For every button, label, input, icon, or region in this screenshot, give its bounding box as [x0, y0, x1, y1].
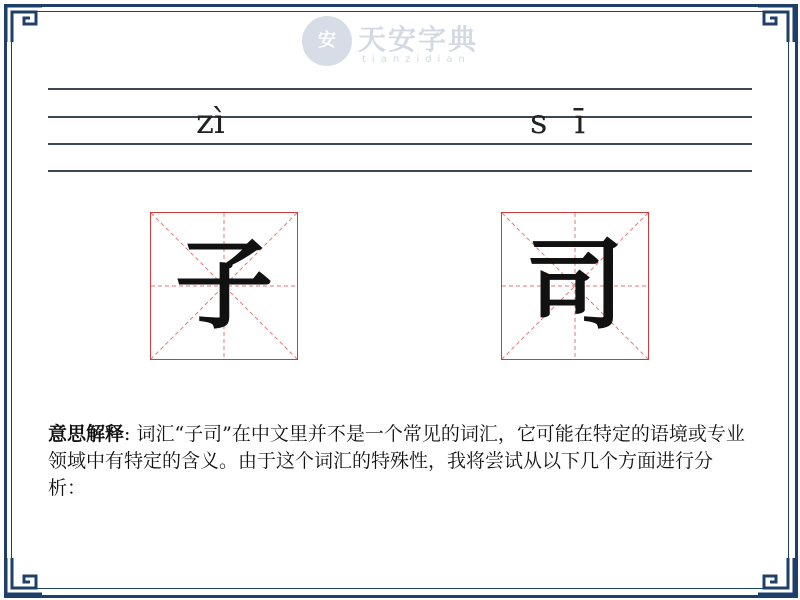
- character-second: 司: [525, 229, 624, 343]
- meaning-paragraph: [48, 421, 748, 502]
- character-first: 子: [174, 229, 273, 343]
- corner-ornament-icon: [4, 556, 44, 596]
- corner-ornament-icon: [756, 4, 796, 44]
- meaning-text: 词汇“子司”在中文里并不是一个常见的词汇，它可能在特定的语境或专业领域中有特定的含义。由于这个词汇的特殊性，我将尝试从以下几个方面进行分析：: [48, 423, 745, 499]
- pinyin-line: [48, 88, 752, 90]
- logo-title: 天安字典: [358, 23, 479, 56]
- corner-ornament-icon: [756, 556, 796, 596]
- inner-frame: [11, 11, 789, 589]
- logo-subtitle: tianzidian: [362, 54, 471, 65]
- pinyin-first: zì: [196, 102, 225, 142]
- seal-text: 安: [318, 30, 336, 51]
- pinyin-line: [48, 116, 752, 118]
- watermark-logo: [302, 14, 502, 70]
- meaning-separator: :: [124, 423, 131, 445]
- character-grid-first: [150, 212, 298, 360]
- corner-ornament-icon: [4, 4, 44, 44]
- meaning-label: 意思解释: [48, 423, 125, 445]
- pinyin-line: [48, 170, 752, 172]
- pinyin-second: s ī: [530, 102, 594, 142]
- character-grid-second: [501, 212, 649, 360]
- pinyin-line: [48, 143, 752, 145]
